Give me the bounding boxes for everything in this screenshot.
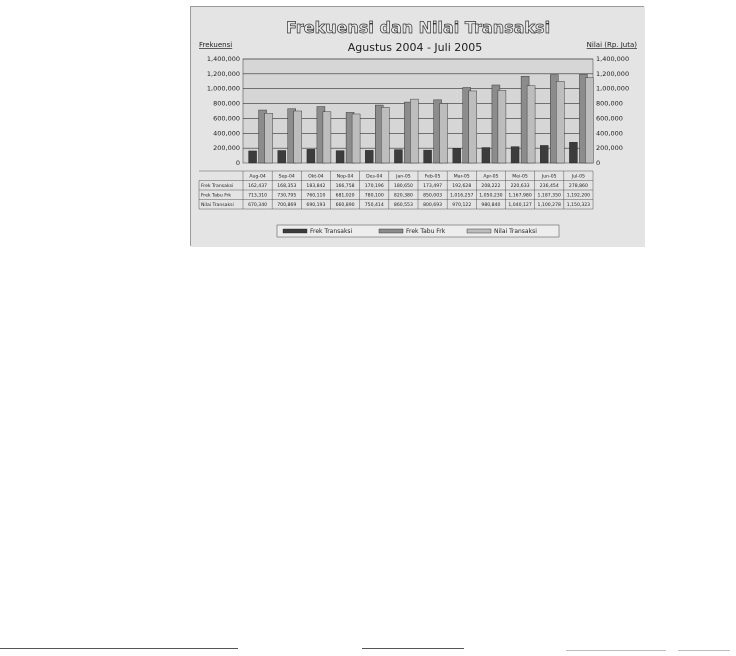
- category-label: Jul-05: [571, 174, 585, 180]
- legend: [277, 225, 559, 237]
- bar-2: [498, 90, 506, 163]
- right-tick-label: 0: [596, 159, 601, 167]
- table-cell: 780,100: [364, 193, 384, 199]
- bar-0: [365, 150, 373, 163]
- table-cell: 173,497: [423, 184, 443, 189]
- table-cell: 236,454: [539, 184, 559, 189]
- bar-2: [265, 113, 273, 163]
- table-cell: 1,016,257: [450, 193, 474, 199]
- table-cell: 670,340: [248, 203, 268, 208]
- category-label: Des-04: [366, 174, 383, 180]
- table-cell: 970,122: [452, 203, 472, 208]
- chart-svg: [191, 7, 645, 247]
- table-cell: 713,310: [248, 193, 268, 199]
- right-axis-title: Nilai (Rp. Juta): [586, 41, 637, 49]
- table-cell: 1,187,350: [537, 193, 561, 199]
- category-label: Mar-05: [453, 174, 470, 180]
- footer-rule-middle: [362, 648, 464, 649]
- table-cell: 192,628: [452, 184, 472, 189]
- bar-2: [440, 104, 448, 163]
- chart-panel: [190, 6, 644, 246]
- bar-2: [381, 107, 389, 163]
- legend-entry: Frek Transaksi: [310, 228, 353, 235]
- table-cell: 220,633: [510, 184, 530, 189]
- bar-0: [394, 150, 402, 163]
- table-cell: 166,758: [335, 184, 355, 189]
- bar-0: [424, 150, 432, 163]
- legend-swatch-2: [467, 229, 491, 233]
- left-tick-label: 1,400,000: [206, 55, 240, 63]
- bar-0: [249, 151, 257, 163]
- table-cell: 208,222: [481, 184, 501, 189]
- right-tick-label: 400,000: [596, 129, 623, 138]
- category-label: Jan-05: [396, 174, 411, 180]
- table-cell: 860,553: [393, 203, 413, 208]
- footer-rule-left: [0, 648, 238, 649]
- bar-0: [482, 148, 490, 163]
- right-tick-label: 1,000,000: [596, 84, 630, 93]
- bar-2: [294, 111, 302, 163]
- legend-entry: Frek Tabu Frk: [406, 228, 446, 235]
- right-tick-label: 200,000: [596, 144, 623, 153]
- table-cell: 850,003: [423, 193, 443, 199]
- table-cell: 1,150,323: [566, 203, 591, 208]
- legend-entry: Nilai Transaksi: [494, 228, 537, 235]
- left-tick-label: 400,000: [213, 129, 240, 138]
- table-cell: 1,050,230: [479, 193, 503, 199]
- table-cell: 180,650: [393, 184, 413, 189]
- category-label: Okt-04: [308, 174, 324, 180]
- left-tick-label: 0: [235, 159, 240, 167]
- table-cell: 1,100,278: [537, 203, 561, 208]
- legend-swatch-0: [283, 229, 307, 233]
- left-axis-title: Frekuensi: [199, 41, 233, 49]
- bar-0: [307, 149, 315, 163]
- chart-subtitle: Agustus 2004 - Juli 2005: [347, 41, 483, 54]
- table-cell: 760,110: [306, 193, 326, 199]
- table-cell: 278,860: [568, 184, 588, 189]
- bar-0: [540, 145, 548, 163]
- table-cell: 660,890: [335, 203, 355, 208]
- table-cell: 183,842: [306, 184, 326, 189]
- table-cell: 681,020: [335, 193, 355, 199]
- bar-2: [585, 78, 593, 163]
- category-label: Apr-05: [483, 174, 499, 180]
- footer-rule-right: [566, 650, 666, 651]
- bar-2: [323, 112, 331, 163]
- table-cell: 820,380: [393, 193, 413, 199]
- left-tick-label: 1,200,000: [206, 69, 240, 78]
- bar-2: [352, 114, 360, 163]
- left-tick-label: 600,000: [213, 114, 240, 123]
- right-tick-label: 800,000: [596, 99, 623, 108]
- bar-2: [556, 81, 564, 163]
- category-label: Jun-05: [541, 174, 557, 180]
- chart-title: Frekuensi dan Nilai Transaksi: [285, 18, 551, 37]
- table-cell: 730,795: [277, 193, 297, 199]
- table-cell: 750,414: [364, 203, 384, 208]
- category-label: Feb-05: [424, 174, 441, 180]
- left-tick-label: 800,000: [213, 99, 240, 108]
- category-label: Nop-04: [336, 174, 354, 180]
- left-tick-label: 1,000,000: [206, 84, 240, 93]
- right-tick-label: 600,000: [596, 114, 623, 123]
- table-cell: 800,693: [423, 203, 443, 208]
- table-cell: 1,040,127: [508, 203, 532, 208]
- table-cell: 1,192,200: [566, 193, 591, 199]
- table-row-label: Frek Tabu Frk: [201, 193, 232, 199]
- left-tick-label: 200,000: [213, 144, 240, 153]
- footer-rule-far-right: [678, 650, 730, 651]
- bar-2: [410, 99, 418, 163]
- category-label: Mei-05: [512, 174, 528, 180]
- table-cell: 700,869: [277, 203, 297, 208]
- table-cell: 168,353: [277, 184, 297, 189]
- table-cell: 980,840: [481, 203, 501, 208]
- table-cell: 162,437: [248, 184, 268, 189]
- legend-swatch-1: [379, 229, 403, 233]
- table-cell: 690,193: [306, 203, 326, 208]
- bar-0: [511, 147, 519, 163]
- table-cell: 170,196: [364, 184, 384, 189]
- bar-0: [278, 150, 286, 163]
- bar-0: [453, 149, 461, 163]
- table-row-label: Frek Transaksi: [201, 184, 234, 189]
- right-tick-label: 1,200,000: [596, 69, 630, 78]
- bar-2: [527, 86, 535, 163]
- table-row-label: Nilai Transaksi: [201, 203, 234, 208]
- table-cell: 1,167,980: [508, 193, 532, 199]
- category-label: Aug-04: [249, 174, 266, 180]
- bar-0: [569, 142, 577, 163]
- category-label: Sep-04: [278, 174, 295, 180]
- bar-0: [336, 151, 344, 163]
- bar-2: [469, 91, 477, 163]
- right-tick-label: 1,400,000: [596, 55, 630, 63]
